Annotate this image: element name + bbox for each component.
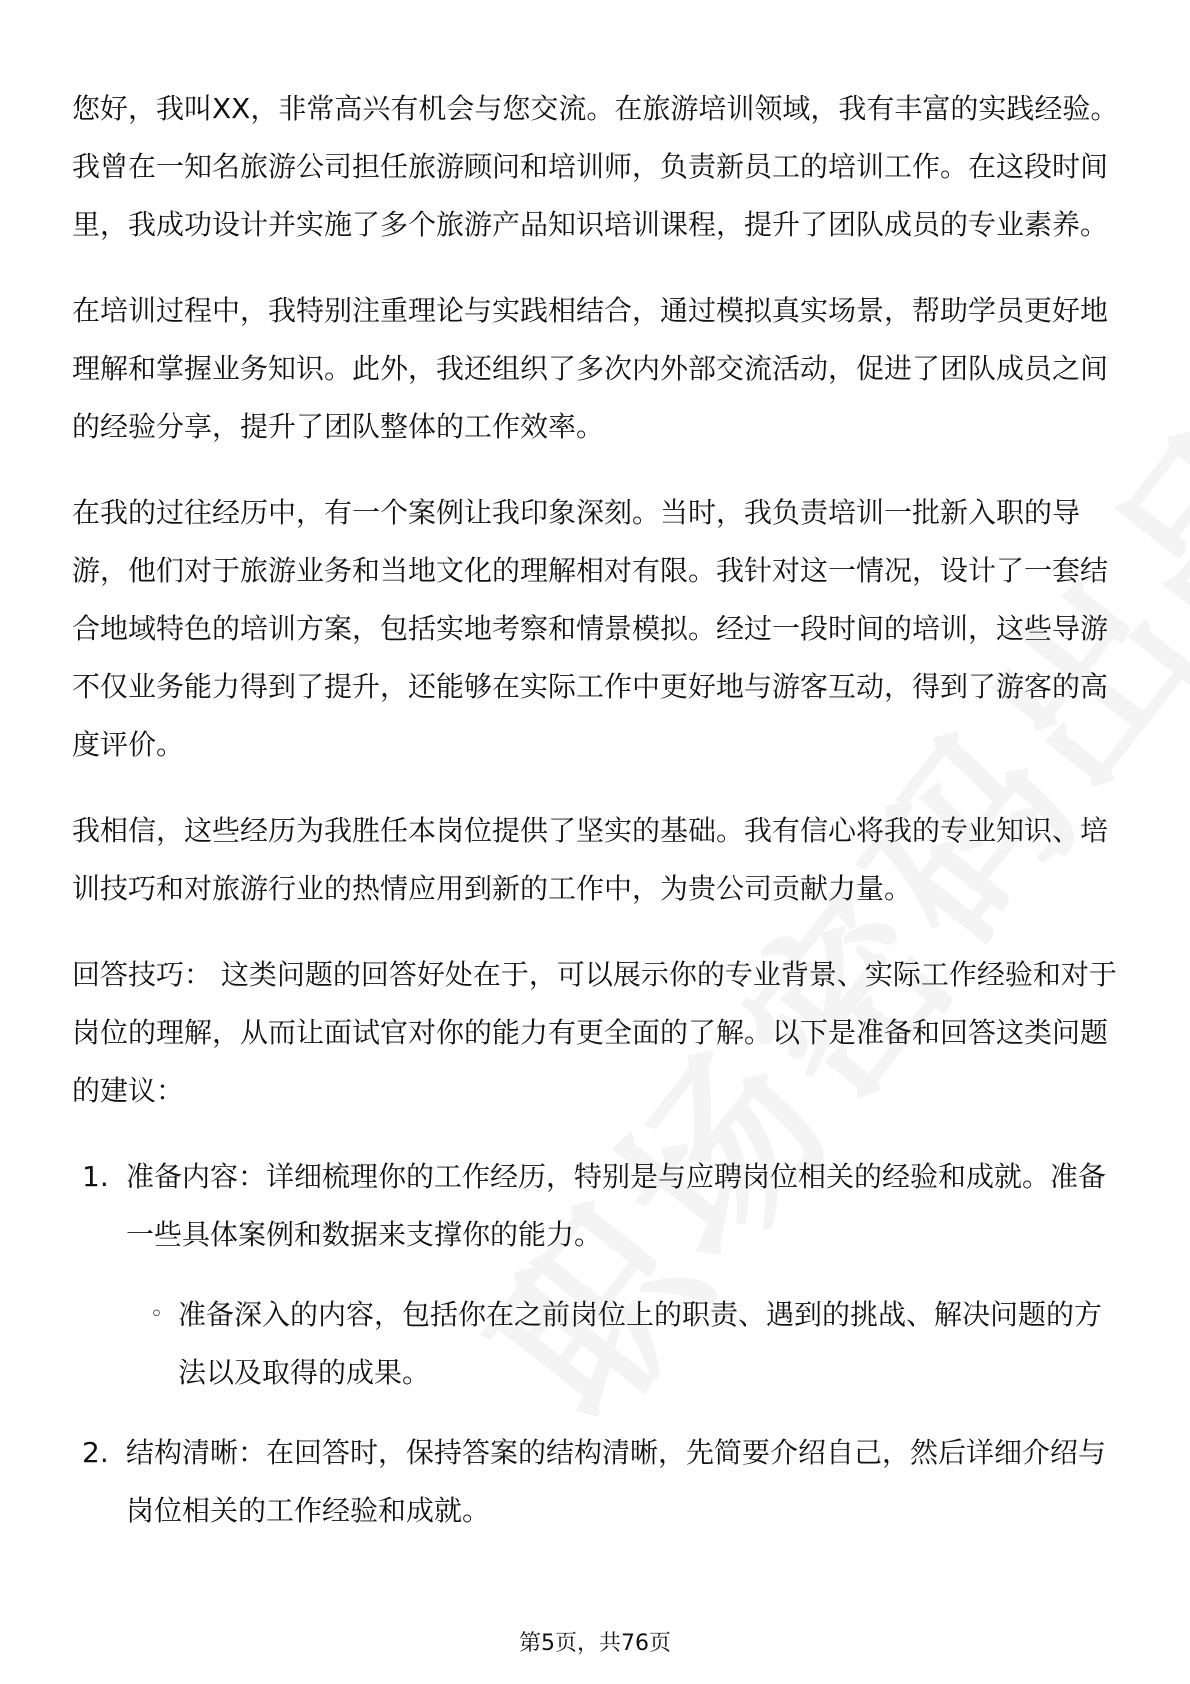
paragraph-case: 在我的过往经历中，有一个案例让我印象深刻。当时，我负责培训一批新入职的导游，他们对于旅游业务和当地文化的理解相对有限。我针对这一情况，设计了一套结合地域特色的培训方案，包括实地考察和情景模拟。经过一段时间的培训，这些导游不仅业务能力得到了提升，还能够在实际工作中更好地与游客互动，得到了游客的高度评价。	[72, 496, 1109, 761]
paragraph-confidence: 我相信，这些经历为我胜任本岗位提供了坚实的基础。我有信心将我的专业知识、培训技巧和对旅游行业的热情应用到新的工作中，为贵公司贡献力量。	[72, 814, 1109, 905]
sub-list-item	[126, 1286, 1120, 1402]
list-item-text: 结构清晰：在回答时，保持答案的结构清晰，先简要介绍自己，然后详细介绍与岗位相关的工作经验和成就。	[126, 1436, 1107, 1527]
paragraph-intro: 您好，我叫XX，非常高兴有机会与您交流。在旅游培训领域，我有丰富的实践经验。我曾在一知名旅游公司担任旅游顾问和培训师，负责新员工的培训工作。在这段时间里，我成功设计并实施了多个旅游产品知识培训课程，提升了团队成员的专业素养。	[72, 92, 1119, 241]
hollow-bullet-icon: ◦	[150, 1302, 163, 1327]
paragraph-answer-tips: 回答技巧： 这类问题的回答好处在于，可以展示你的专业背景、实际工作经验和对于岗位的理解，从而让面试官对你的能力有更全面的了解。以下是准备和回答这类问题的建议：	[72, 958, 1117, 1107]
list-number: 2.	[82, 1436, 109, 1469]
sub-list-item-text: 准备深入的内容，包括你在之前岗位上的职责、遇到的挑战、解决问题的方法以及取得的成果。	[178, 1298, 1103, 1389]
list-item-text: 准备内容：详细梳理你的工作经历，特别是与应聘岗位相关的经验和成就。准备一些具体案例和数据来支撑你的能力。	[126, 1160, 1107, 1251]
page-footer: 第5页，共76页	[519, 1631, 671, 1656]
list-item	[72, 1424, 1120, 1540]
tips-list	[72, 1148, 1120, 1540]
list-number: 1.	[82, 1160, 109, 1193]
document-body	[72, 80, 1120, 1562]
sub-list	[126, 1286, 1120, 1402]
list-item	[72, 1148, 1120, 1402]
paragraph-training-process: 在培训过程中，我特别注重理论与实践相结合，通过模拟真实场景，帮助学员更好地理解和掌握业务知识。此外，我还组织了多次内外部交流活动，促进了团队成员之间的经验分享，提升了团队整体的工作效率。	[72, 294, 1109, 443]
